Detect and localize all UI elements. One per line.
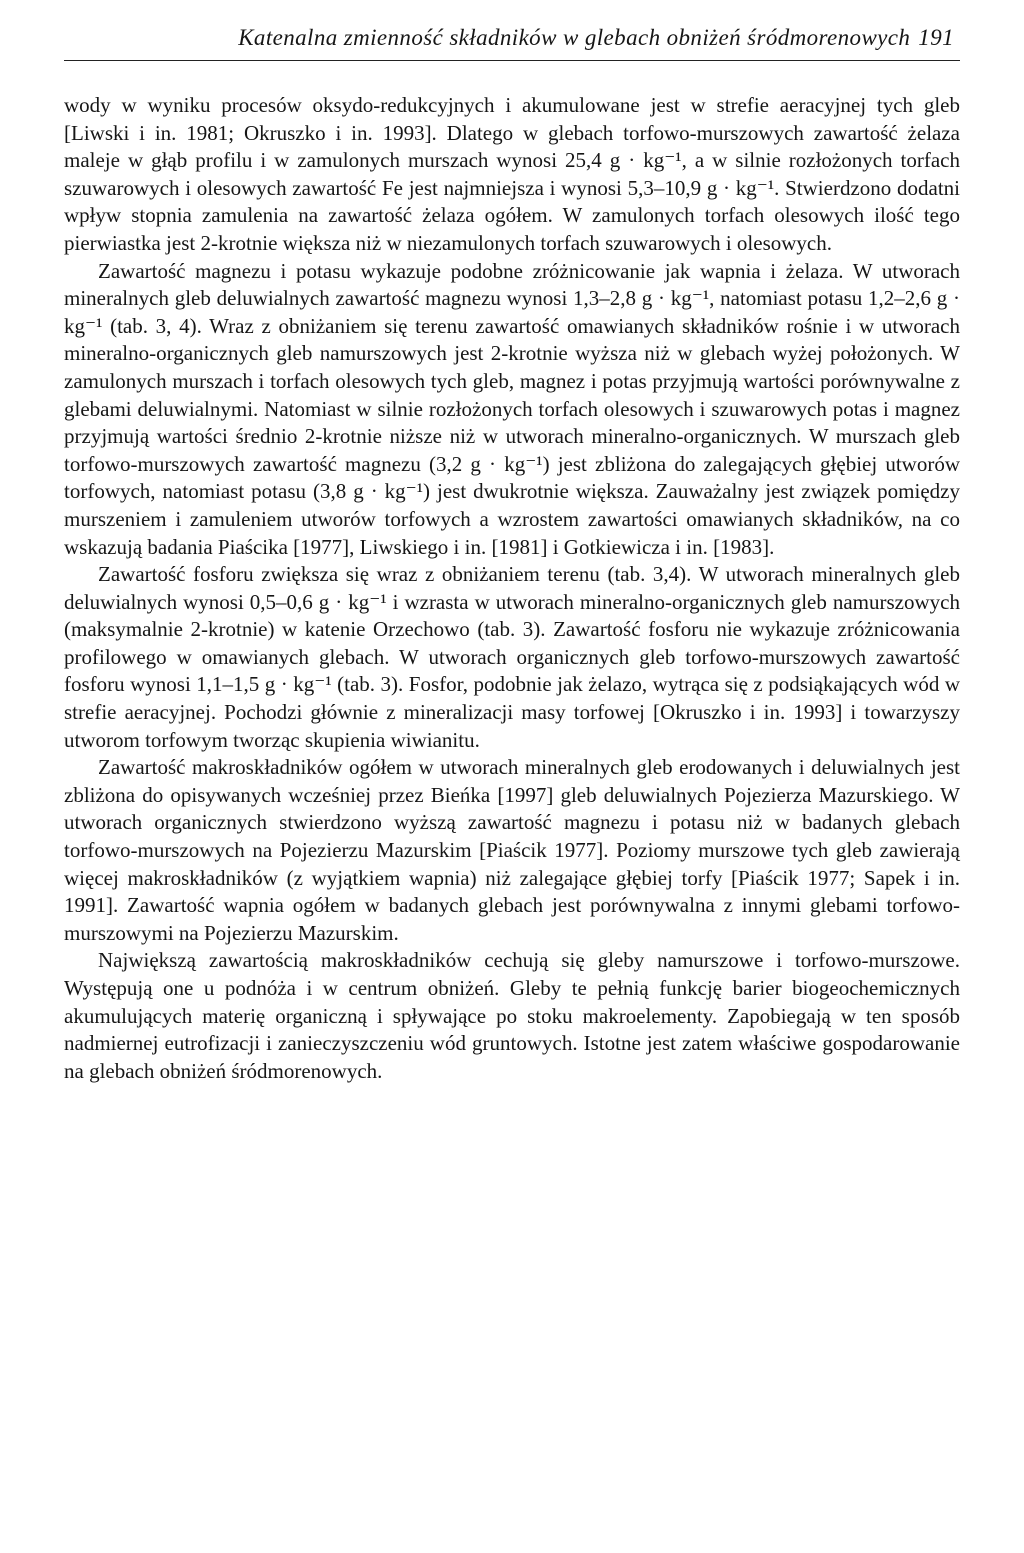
body-text <box>64 92 960 1085</box>
page <box>64 22 960 1085</box>
paragraph: Zawartość fosforu zwiększa się wraz z obniżaniem terenu (tab. 3,4). W utworach mineralnych gleb deluwialnych wynosi 0,5–0,6 g · kg⁻¹ i wzrasta w utworach mineralno-organicznych gleb namurszowych (maksymalnie 2-krotnie) w katenie Orzechowo (tab. 3). Zawartość fosforu nie wykazuje zróżnicowania profilowego w omawianych glebach. W utworach organicznych gleb torfowo-murszowych zawartość fosforu wynosi 1,1–1,5 g · kg⁻¹ (tab. 3). Fosfor, podobnie jak żelazo, wytrąca się z podsiąkających wód w strefie aeracyjnej. Pochodzi głównie z mineralizacji masy torfowej [Okruszko i in. 1993] i towarzyszy utworom torfowym tworząc skupienia wiwianitu. <box>64 562 960 752</box>
paragraph: Zawartość magnezu i potasu wykazuje podobne zróżnicowanie jak wapnia i żelaza. W utworach mineralnych gleb deluwialnych zawartość magnezu wynosi 1,3–2,8 g · kg⁻¹, natomiast potasu 1,2–2,6 g · kg⁻¹ (tab. 3, 4). Wraz z obniżaniem się terenu zawartość omawianych składników rośnie i w utworach mineralno-organicznych gleb namurszowych jest 2-krotnie wyższa niż w glebach wyżej położonych. W zamulonych murszach i torfach olesowych tych gleb, magnez i potas przyjmują wartości porównywalne z glebami deluwialnymi. Natomiast w silnie rozłożonych torfach olesowych i szuwarowych potas i magnez przyjmują wartości średnio 2-krotnie niższe niż w utworach mineralno-organicznych. W murszach gleb torfowo-murszowych zawartość magnezu (3,2 g · kg⁻¹) jest zbliżona do zalegających głębiej utworów torfowych, natomiast potasu (3,8 g · kg⁻¹) jest dwukrotnie większa. Zauważalny jest związek pomiędzy murszeniem i zamuleniem utworów torfowych a wzrostem zawartości omawianych składników, na co wskazują badania Piaścika [1977], Liwskiego i in. [1981] i Gotkiewicza i in. [1983]. <box>64 258 960 559</box>
paragraph: wody w wyniku procesów oksydo-redukcyjnych i akumulowane jest w strefie aeracyjnej tych gleb [Liwski i in. 1981; Okruszko i in. 1993]. Dlatego w glebach torfowo-murszowych zawartość żelaza maleje w głąb profilu i w zamulonych murszach wynosi 25,4 g · kg⁻¹, a w silnie rozłożonych torfach szuwarowych i olesowych zawartość Fe jest najmniejsza i wynosi 5,3–10,9 g · kg⁻¹. Stwierdzono dodatni wpływ stopnia zamulenia na zawartość żelaza ogółem. W zamulonych torfach olesowych ilość tego pierwiastka jest 2-krotnie większa niż w niezamulonych torfach szuwarowych i olesowych. <box>64 93 960 255</box>
running-header <box>64 22 960 61</box>
paragraph: Największą zawartością makroskładników cechują się gleby namurszowe i torfowo-murszowe. Występują one u podnóża i w centrum obniżeń. Gleby te pełnią funkcję barier biogeochemicznych akumulujących materię organiczną i spływające po stoku makroelementy. Zapobiegają w ten sposób nadmiernej eutrofizacji i zanieczyszczeniu wód gruntowych. Istotne jest zatem właściwe gospodarowanie na glebach obniżeń śródmorenowych. <box>64 948 960 1083</box>
header-title: Katenalna zmienność składników w glebach obniżeń śródmorenowych <box>238 25 911 50</box>
paragraph: Zawartość makroskładników ogółem w utworach mineralnych gleb erodowanych i deluwialnych jest zbliżona do opisywanych wcześniej przez Bieńka [1997] gleb deluwialnych Pojezierza Mazurskiego. W utworach organicznych stwierdzono wyższą zawartość magnezu i potasu niż w badanych glebach torfowo-murszowych na Pojezierzu Mazurskim [Piaścik 1977]. Poziomy murszowe tych gleb zawierają więcej makroskładników (z wyjątkiem wapnia) niż zalegające głębiej torfy [Piaścik 1977; Sapek i in. 1991]. Zawartość wapnia ogółem w badanych glebach jest porównywalna z innymi glebami torfowo-murszowymi na Pojezierzu Mazurskim. <box>64 755 960 945</box>
page-number: 191 <box>918 25 954 50</box>
